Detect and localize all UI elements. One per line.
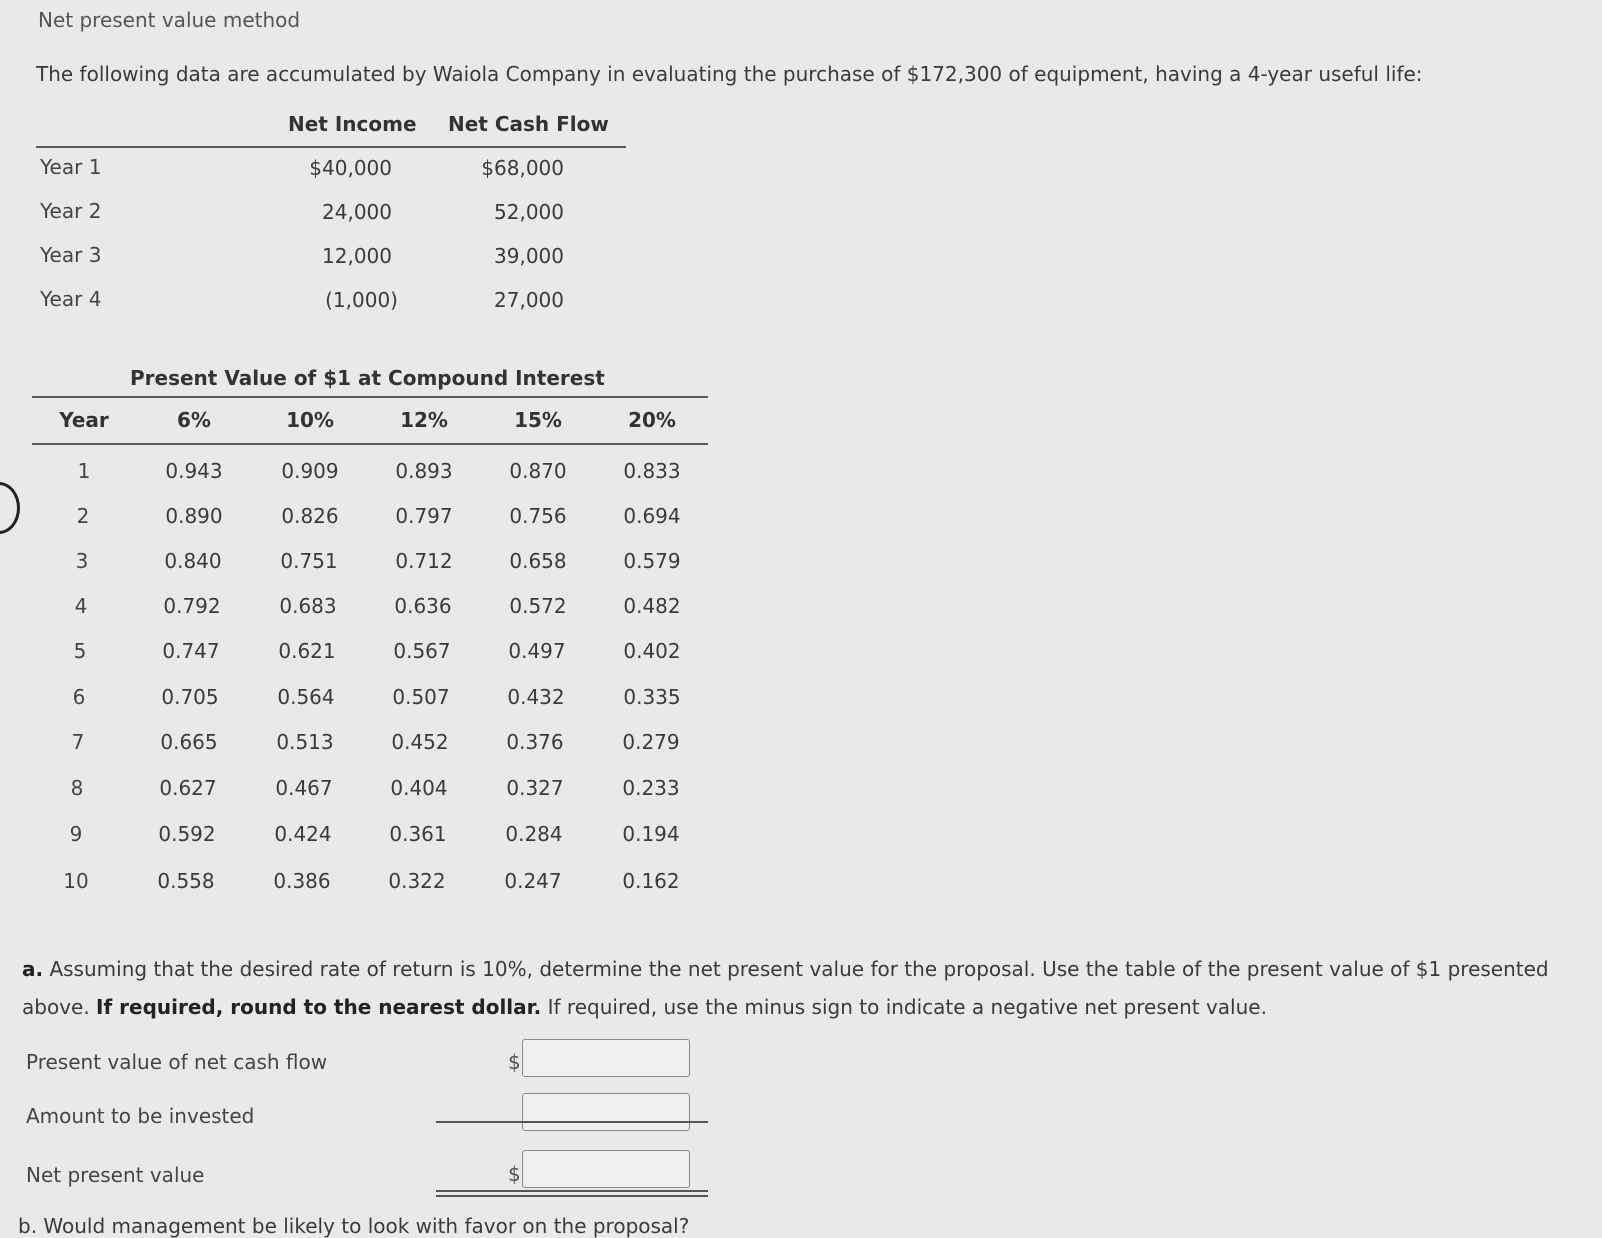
- pv-cell: 0.497: [508, 639, 566, 663]
- pv-cell: 0.833: [623, 459, 681, 483]
- col-header-10pct: 10%: [286, 408, 334, 432]
- pv-cell: 0.665: [160, 730, 218, 754]
- pv-cell: 0.572: [509, 594, 567, 618]
- question-a-bold: If required, round to the nearest dollar.: [96, 995, 542, 1019]
- row-label: Year 3: [40, 243, 102, 267]
- question-a-prefix: a.: [22, 957, 44, 981]
- pv-cell: 0.705: [161, 685, 219, 709]
- pv-cell: 0.376: [506, 730, 564, 754]
- amount-invested-input[interactable]: [522, 1093, 690, 1131]
- pv-cell: 0.247: [504, 869, 562, 893]
- problem-intro: The following data are accumulated by Waiola Company in evaluating the purchase of $172,300 of equipment, having a 4-year useful life:: [36, 62, 1423, 86]
- net-income-cell: 12,000: [322, 244, 392, 268]
- pv-cell: 0.797: [395, 504, 453, 528]
- currency-symbol: $: [508, 1050, 521, 1074]
- question-a-line2: [22, 988, 1602, 1026]
- year-cell: 1: [77, 459, 91, 483]
- col-header-6pct: 6%: [177, 408, 211, 432]
- net-income-cell: $40,000: [309, 156, 392, 180]
- caption-rule: [32, 396, 708, 398]
- pv-cell: 0.233: [622, 776, 680, 800]
- pv-net-cash-flow-label: Present value of net cash flow: [26, 1050, 328, 1074]
- net-cash-flow-cell: $68,000: [481, 156, 564, 180]
- pv-cell: 0.558: [157, 869, 215, 893]
- pv-cell: 0.756: [509, 504, 567, 528]
- year-cell: 8: [70, 776, 84, 800]
- pv-cell: 0.335: [623, 685, 681, 709]
- year-cell: 10: [63, 869, 89, 893]
- net-cash-flow-cell: 27,000: [494, 288, 564, 312]
- pv-cell: 0.826: [281, 504, 339, 528]
- pv-cell: 0.694: [623, 504, 681, 528]
- net-income-cell: (1,000): [325, 288, 398, 312]
- year-cell: 6: [72, 685, 86, 709]
- pv-cell: 0.361: [389, 822, 447, 846]
- total-rule-bottom: [436, 1195, 708, 1197]
- col-header-year: Year: [59, 408, 109, 432]
- currency-symbol: $: [508, 1162, 521, 1186]
- navigation-circle-edge[interactable]: [0, 482, 20, 534]
- pv-cell: 0.621: [278, 639, 336, 663]
- header-rule: [36, 146, 626, 148]
- pv-cell: 0.840: [164, 549, 222, 573]
- question-a-text3: If required, use the minus sign to indicate a negative net present value.: [541, 995, 1267, 1019]
- total-rule-top: [436, 1190, 708, 1192]
- row-label: Year 2: [40, 199, 102, 223]
- npv-label: Net present value: [26, 1163, 205, 1187]
- npv-input[interactable]: [522, 1150, 690, 1188]
- year-cell: 4: [74, 594, 88, 618]
- year-cell: 7: [71, 730, 85, 754]
- pv-cell: 0.386: [273, 869, 331, 893]
- pv-cell: 0.747: [162, 639, 220, 663]
- pv-cell: 0.893: [395, 459, 453, 483]
- subtotal-rule: [436, 1121, 708, 1123]
- col-header-12pct: 12%: [400, 408, 448, 432]
- pv-cell: 0.943: [165, 459, 223, 483]
- pv-cell: 0.636: [394, 594, 452, 618]
- pv-cell: 0.909: [281, 459, 339, 483]
- col-header-15pct: 15%: [514, 408, 562, 432]
- pv-cell: 0.513: [276, 730, 334, 754]
- year-cell: 3: [75, 549, 89, 573]
- pv-cell: 0.404: [390, 776, 448, 800]
- page-title: Net present value method: [38, 8, 301, 32]
- pv-cell: 0.579: [623, 549, 681, 573]
- row-label: Year 1: [40, 155, 102, 179]
- pv-cell: 0.162: [622, 869, 680, 893]
- pv-cell: 0.792: [163, 594, 221, 618]
- net-cash-flow-cell: 39,000: [494, 244, 564, 268]
- question-a-text1: Assuming that the desired rate of return is 10%, determine the net present value for the proposal. Use the table of the present value of $1 presented: [43, 957, 1549, 981]
- pv-cell: 0.627: [159, 776, 217, 800]
- year-cell: 2: [76, 504, 90, 528]
- net-cash-flow-cell: 52,000: [494, 200, 564, 224]
- pv-cell: 0.327: [506, 776, 564, 800]
- header-rule: [32, 443, 708, 445]
- pv-cell: 0.751: [280, 549, 338, 573]
- question-a-text2: above.: [22, 995, 97, 1019]
- pv-cell: 0.592: [158, 822, 216, 846]
- pv-cell: 0.279: [622, 730, 680, 754]
- net-income-cell: 24,000: [322, 200, 392, 224]
- pv-cell: 0.658: [509, 549, 567, 573]
- pv-cell: 0.194: [622, 822, 680, 846]
- amount-invested-label: Amount to be invested: [26, 1104, 255, 1128]
- pv-cell: 0.284: [505, 822, 563, 846]
- pv-cell: 0.467: [275, 776, 333, 800]
- pv-cell: 0.870: [509, 459, 567, 483]
- pv-cell: 0.567: [393, 639, 451, 663]
- pv-cell: 0.890: [165, 504, 223, 528]
- question-b: b. Would management be likely to look with favor on the proposal?: [18, 1214, 690, 1238]
- pv-cell: 0.432: [507, 685, 565, 709]
- col-header-20pct: 20%: [628, 408, 676, 432]
- pv-cell: 0.322: [388, 869, 446, 893]
- pv-cell: 0.452: [391, 730, 449, 754]
- col-header-net-cash-flow: Net Cash Flow: [448, 112, 609, 136]
- pv-cell: 0.712: [395, 549, 453, 573]
- question-a-line1: [22, 950, 1602, 988]
- pv-cell: 0.683: [279, 594, 337, 618]
- pv-cell: 0.424: [274, 822, 332, 846]
- pv-net-cash-flow-input[interactable]: [522, 1039, 690, 1077]
- pv-cell: 0.564: [277, 685, 335, 709]
- pv-table-caption: Present Value of $1 at Compound Interest: [130, 366, 605, 390]
- pv-cell: 0.402: [623, 639, 681, 663]
- pv-cell: 0.482: [623, 594, 681, 618]
- year-cell: 9: [69, 822, 83, 846]
- question-a: [22, 950, 1602, 1026]
- row-label: Year 4: [40, 287, 102, 311]
- year-cell: 5: [73, 639, 87, 663]
- col-header-net-income: Net Income: [288, 112, 417, 136]
- pv-cell: 0.507: [392, 685, 450, 709]
